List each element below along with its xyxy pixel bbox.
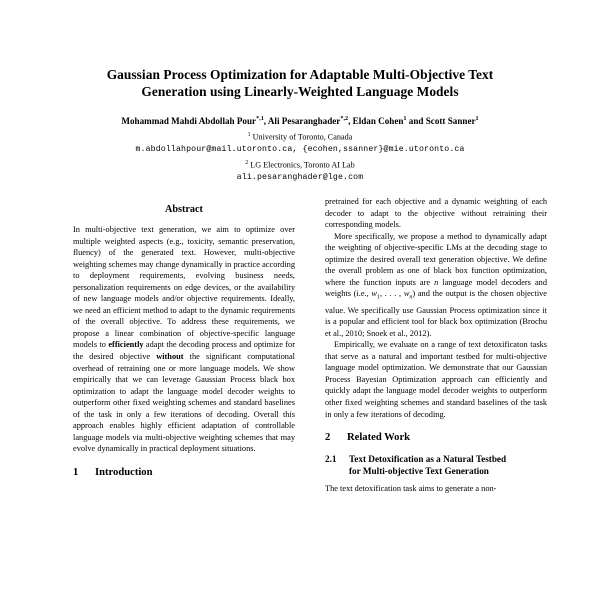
page-title bbox=[72, 66, 528, 100]
abstract-text-part-3: the significant computational overhead of retraining one or more language models. We show empirically that we can leverage Gaussian Process black box optimization to adapt the language model decoder weights to outperform other fixed weighting schemes and standard baselines of the task in only a few iterations of decoding. Overall this approach enables highly efficient adaptation of controllable language models via multi-objective weighting schemes that may evolve dynamically in practical deployment situations. bbox=[73, 352, 295, 454]
section-number-related-work: 2 bbox=[325, 432, 331, 444]
affiliation-2 bbox=[72, 158, 528, 171]
paper-title-line-1: Gaussian Process Optimization for Adaptable Multi-Objective Text bbox=[106, 67, 494, 82]
paper-title-line-2: Generation using Linearly-Weighted Language Models bbox=[141, 84, 459, 99]
author-name-1: Mohammad Mahdi Abdollah Pour bbox=[121, 116, 257, 127]
section-title-text-detoxification bbox=[349, 454, 547, 478]
right-para-text-a: More specifically, we propose a method to dynamically adapt the weighting of objective-specific LMs at the decoding stage to optimize the desired overall text generation objective. We define the overall problem as one of black box function optimization, where the function inputs are bbox=[325, 231, 547, 287]
author-marks-4: 1 bbox=[475, 115, 479, 122]
author-conjunction: and bbox=[408, 116, 424, 127]
section-title-introduction: Introduction bbox=[95, 466, 153, 478]
abstract-heading: Abstract bbox=[165, 204, 203, 215]
math-subscript-n: n bbox=[409, 295, 413, 302]
author-marks-2: *,2 bbox=[340, 115, 349, 122]
math-variable-wn: w bbox=[403, 289, 410, 299]
left-column bbox=[73, 196, 295, 600]
author-marks-3: 1 bbox=[403, 115, 407, 122]
section-number-text-detoxification: 2.1 bbox=[325, 454, 337, 465]
author-marks-1: *,1 bbox=[256, 115, 264, 122]
right-para-text-c: ) and the output is the chosen objective value. We specifically use Gaussian Process optimization since it is a popular and efficient tool for black box optimization (Brochu et al., 2010; Snoek et al., 2012). bbox=[325, 289, 547, 338]
abstract-text-part-1: In multi-objective text generation, we aim to optimize over multiple weighted aspects (e.g., toxicity, semantic preservation, fluency) of the generated text. However, multi-objective weighting schemes may change dynamically in practice according to deployment requirements, evolving business needs, personalization requirements on edge devices, or the availability of new language models and/or objective requirements. Ideally, we need an efficient method to adapt to the dynamic requirements of the overall objective. To address these requirements, we propose a linear combination of objective-specific language models to bbox=[73, 225, 295, 350]
affiliation-mark-1: 1 bbox=[247, 132, 251, 139]
right-paragraph-continued: pretrained for each objective and a dynamic weighting of each decoder to adapt to the objective without retraining their corresponding models. bbox=[325, 197, 547, 230]
section-heading-related-work bbox=[325, 432, 547, 443]
author-name-4: Scott Sanner bbox=[425, 116, 476, 127]
affiliation-1 bbox=[72, 130, 528, 143]
right-paragraph-empirically: Empirically, we evaluate on a range of text detoxificaton tasks that serve as a natural and important testbed for multi-objective language model optimization. We demonstrate that our Gaussian Process Bayesian Optimization approach can efficiently and quickly adapt the language model decoder weights to outperform other fixed weighting schemes and standard baselines of the task in only a few iterations of decoding. bbox=[325, 340, 547, 419]
math-variable-n: n bbox=[434, 277, 439, 287]
section-heading-introduction bbox=[73, 467, 295, 478]
affiliation-mark-2: 2 bbox=[245, 159, 249, 166]
author-name-3: Eldan Cohen bbox=[352, 116, 404, 127]
section-title-related-work: Related Work bbox=[347, 432, 411, 444]
abstract-bold-efficiently: efficiently bbox=[108, 340, 144, 350]
affiliation-text-2: LG Electronics, Toronto AI Lab bbox=[250, 160, 355, 170]
author-list: Mohammad Mahdi Abdollah Pour$^{*,1}$, Ali Pesaranghader$^{*,2}$, Eldan Cohen$^1$ and Scott Sanner$^1$ bbox=[121, 115, 479, 127]
section-heading-text-detoxification bbox=[325, 454, 547, 478]
right-paragraph-detox-start: The text detoxification task aims to generate a non- bbox=[325, 483, 497, 493]
right-column bbox=[325, 196, 547, 600]
right-para-text-b: language model decoders and weights (i.e., bbox=[325, 277, 547, 299]
section-number-introduction: 1 bbox=[73, 466, 79, 478]
affiliation-text-1: University of Toronto, Canada bbox=[252, 132, 353, 142]
abstract-text-part-2: adapt the decoding process and optimize for the desired objective bbox=[73, 340, 295, 362]
author-name-2: Ali Pesaranghader bbox=[267, 116, 341, 127]
abstract-paragraph bbox=[73, 224, 295, 455]
email-line-2: ali.pesaranghader@lge.com bbox=[236, 172, 364, 182]
abstract-bold-without: without bbox=[156, 352, 184, 362]
section-title-line-2: for Multi-objective Text Generation bbox=[349, 465, 489, 476]
two-column-body bbox=[0, 196, 600, 600]
section-title-line-1: Text Detoxification as a Natural Testbed bbox=[349, 454, 507, 465]
paper-header bbox=[0, 0, 600, 184]
math-variable-w1: w bbox=[371, 289, 377, 299]
email-line-1: m.abdollahpour@mail.utoronto.ca, {ecohen,ssanner}@mie.utoronto.ca bbox=[135, 144, 465, 154]
math-subscript-1: 1 bbox=[376, 295, 380, 302]
math-ellipsis: , . . . , bbox=[379, 289, 404, 299]
right-paragraph-more-specifically bbox=[325, 231, 547, 340]
